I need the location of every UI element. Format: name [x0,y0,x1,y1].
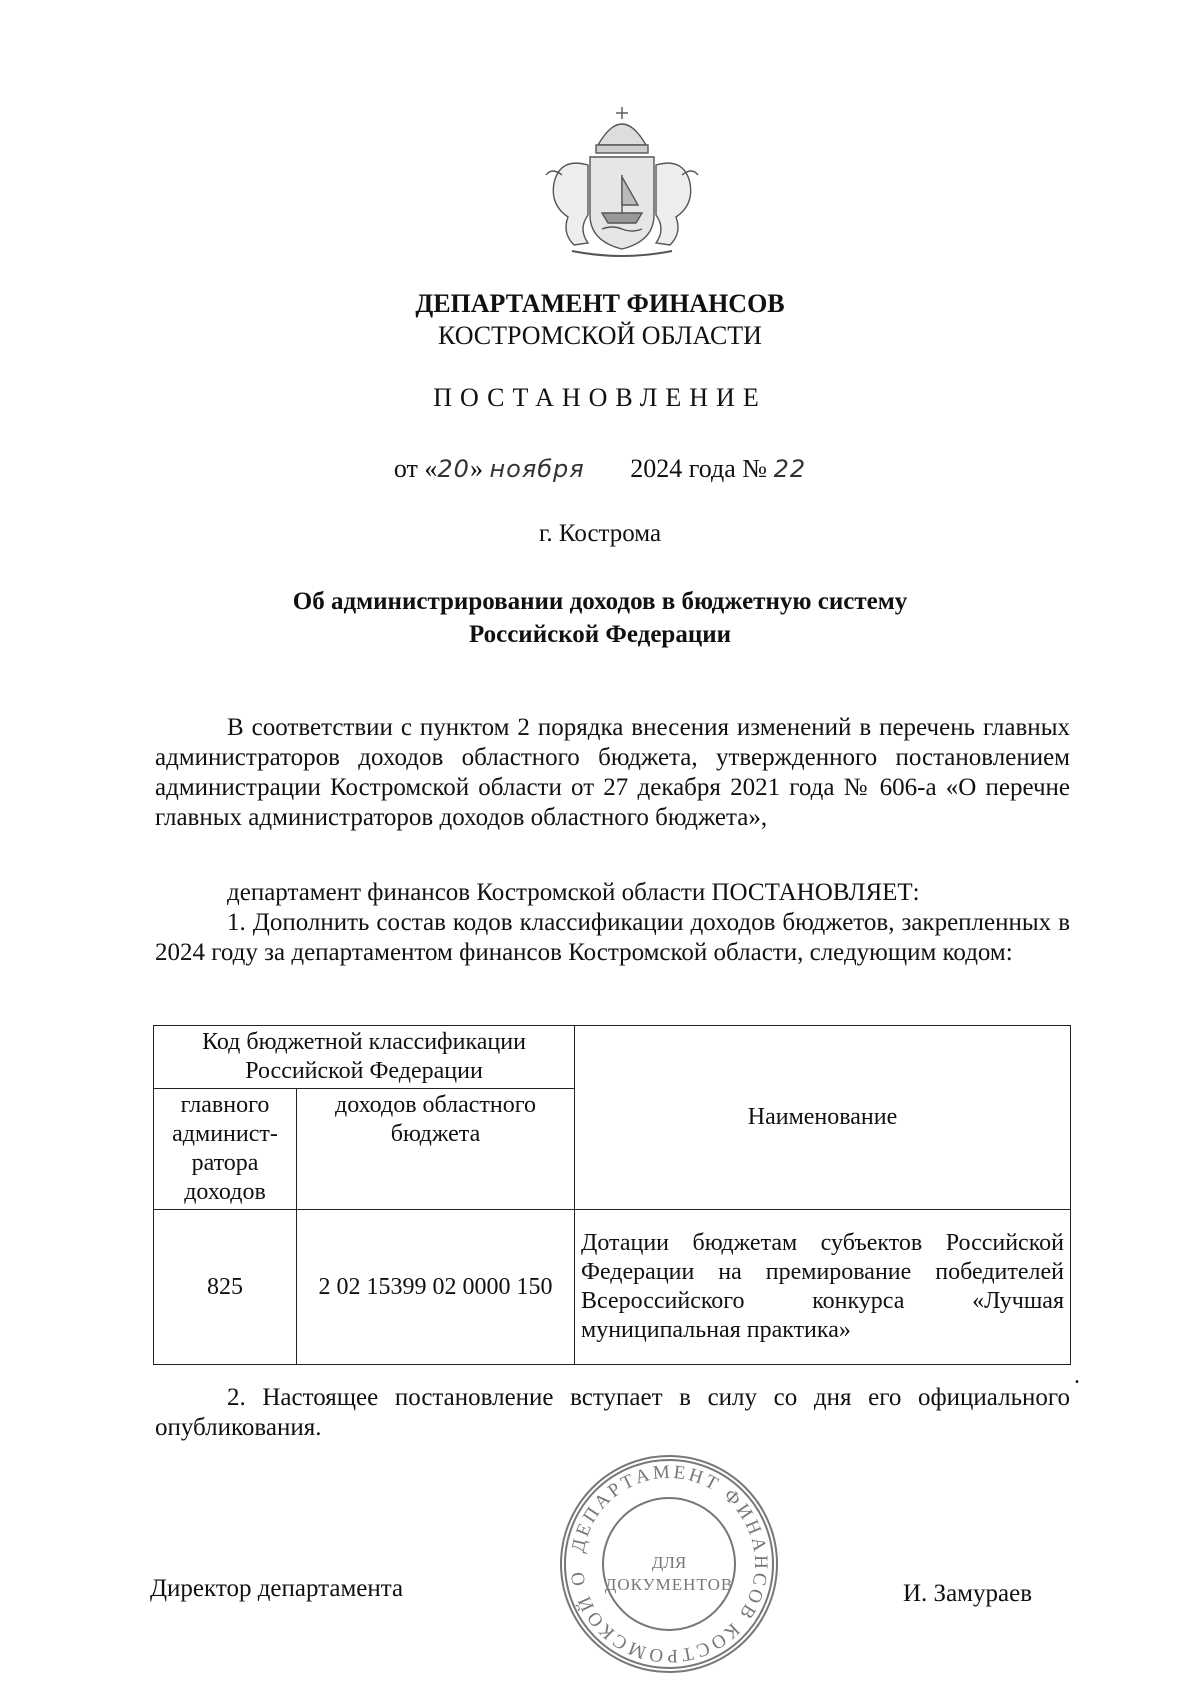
stamp-outer-text: ДЕПАРТАМЕНТ ФИНАНСОВ КОСТРОМСКОЙ О [566,1461,772,1667]
table-end-mark: . [1074,1363,1080,1389]
subject-line-2: Российской Федерации [468,621,732,648]
stamp-inner-top: ДЛЯ [651,1553,687,1572]
table-row [154,1210,1071,1365]
table-group-header: Код бюджетной классификации Российской Федерации [154,1026,575,1089]
official-stamp-icon [555,1450,783,1678]
paragraph-resolves: департамент финансов Костромской области ПОСТАНОВЛЯЕТ: [227,879,920,906]
date-prefix: от « [393,454,438,483]
paragraph-item-1: 1. Дополнить состав кодов классификации доходов бюджетов, закрепленных в 2024 году за департаментом финансов Костромской области, следующим кодом: [155,909,1070,966]
department-region: КОСТРОМСКОЙ ОБЛАСТИ [438,321,762,350]
coat-of-arms-icon [532,105,712,260]
paragraph-preamble: В соответствии с пунктом 2 порядка внесения изменений в перечень главных администраторов доходов областного бюджета, утвержденного постановлением администрации Костромской области от 27 декабря 2021 года № 606-а «О перечне главных администраторов доходов областного бюджета», [155,714,1070,831]
date-month: ноября [489,455,585,483]
signer-name: И. Замураев [903,1580,1032,1607]
table-header-income: доходов областного бюджета [297,1089,575,1210]
paragraph-item-2: 2. Настоящее постановление вступает в силу со дня его официального опубликования. [155,1384,1070,1441]
table-header-admin: главного админист-ратора доходов [154,1089,297,1210]
date-year: 2024 года № [630,454,768,483]
document-subject [200,585,1000,651]
stamp-inner-bottom: ДОКУМЕНТОВ [604,1575,734,1594]
table-cell-admin: 825 [154,1210,297,1365]
classification-table [153,1025,1071,1365]
department-name: ДЕПАРТАМЕНТ ФИНАНСОВ [415,289,785,318]
date-mid: » [469,454,483,483]
document-type: ПОСТАНОВЛЕНИЕ [433,383,767,412]
date-line [0,454,1200,484]
document-number: 22 [773,455,807,483]
table-header-name: Наименование [575,1026,1071,1210]
subject-line-1: Об администрировании доходов в бюджетную систему [292,588,908,615]
city: г. Кострома [538,520,662,547]
table-cell-code: 2 02 15399 02 0000 150 [297,1210,575,1365]
date-day: 20 [437,455,470,483]
signer-title: Директор департамента [150,1575,404,1602]
table-cell-name: Дотации бюджетам субъектов Российской Федерации на премирование победителей Всероссийского конкурса «Лучшая муниципальная практика» [575,1210,1071,1365]
